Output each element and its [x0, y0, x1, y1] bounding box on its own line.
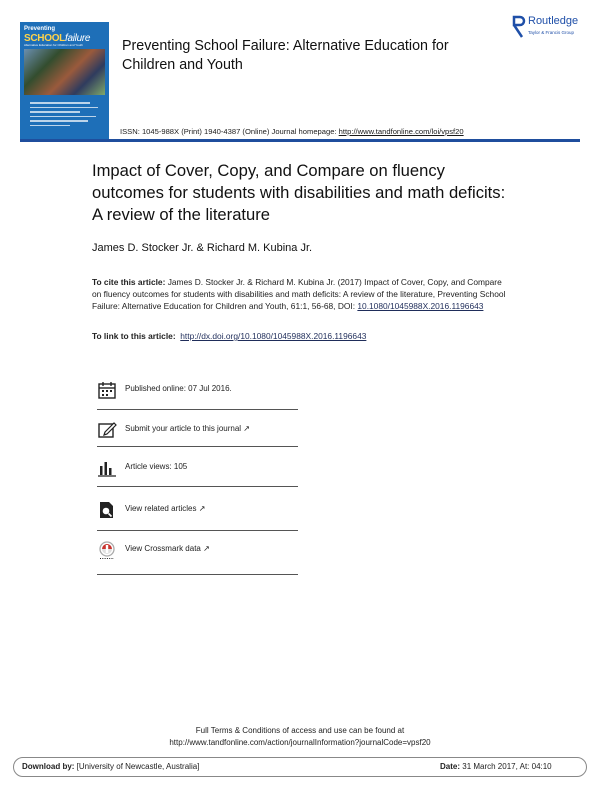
divider — [97, 446, 298, 447]
article-authors: James D. Stocker Jr. & Richard M. Kubina Jr. — [92, 242, 313, 254]
routledge-logo-icon — [512, 15, 526, 39]
related-articles-row[interactable] — [97, 500, 297, 530]
external-link-icon: ↗ — [203, 544, 210, 553]
related-articles-icon — [97, 500, 117, 520]
related-articles-link[interactable] — [125, 504, 205, 513]
issn-text: ISSN: 1045-988X (Print) 1940-4387 (Online) Journal homepage: — [120, 127, 339, 136]
cover-subtitle: Alternative Education for Children and Youth — [24, 43, 83, 47]
article-title: Impact of Cover, Copy, and Compare on fluency outcomes for students with disabilities and math deficits: A review of the literature — [92, 161, 506, 224]
published-online-row — [97, 380, 297, 410]
cover-photo — [24, 49, 105, 95]
citation-label: To cite this article: — [92, 277, 166, 287]
downloaded-by-label: Download by: — [22, 762, 75, 771]
article-views-row — [97, 458, 297, 488]
cover-school-word: SCHOOL — [24, 33, 65, 44]
terms-url[interactable]: http://www.tandfonline.com/action/journalInformation?journalCode=vpsf20 — [169, 738, 431, 747]
citation-text: James D. Stocker Jr. & Richard M. Kubina Jr. (2017) Impact of Cover, Copy, and Compare on fluency outcomes for students with disabilities and math deficits: A review of the literature, Preventing School Failure: Alternative Education for Children and Youth, 61:1, 56-68, DOI: — [92, 277, 506, 311]
calendar-icon — [97, 380, 117, 400]
crossmark-label: View Crossmark data — [125, 544, 201, 553]
journal-homepage-link[interactable]: http://www.tandfonline.com/loi/vpsf20 — [338, 127, 464, 136]
publisher-tagline: Taylor & Francis Group — [528, 30, 575, 35]
header-rule — [20, 139, 580, 142]
divider — [97, 409, 298, 410]
citation-doi-link[interactable]: 10.1080/1045988X.2016.1196643 — [357, 301, 484, 311]
divider — [97, 574, 298, 575]
divider — [97, 486, 298, 487]
cover-text-lines — [30, 102, 100, 129]
download-date-value: 31 March 2017, At: 04:10 — [460, 762, 552, 771]
terms-line: Full Terms & Conditions of access and use can be found at — [195, 726, 405, 735]
submit-article-label: Submit your article to this journal — [125, 424, 242, 433]
crossmark-icon — [97, 540, 117, 560]
edit-icon — [97, 420, 117, 440]
cover-failure-word: failure — [64, 33, 91, 44]
publisher-name: Routledge — [528, 15, 579, 27]
article-views-label: Article views: 105 — [125, 462, 188, 471]
article-link-line — [92, 331, 366, 341]
crossmark-row[interactable] — [97, 540, 297, 570]
cover-title: Preventing — [24, 26, 56, 32]
submit-article-link[interactable] — [125, 424, 250, 433]
terms-note — [0, 725, 600, 749]
downloaded-by — [22, 762, 199, 771]
download-date — [440, 762, 552, 771]
journal-cover — [20, 22, 109, 139]
external-link-icon: ↗ — [243, 424, 250, 433]
crossmark-link[interactable] — [125, 544, 210, 553]
divider — [97, 530, 298, 531]
article-link-url[interactable]: http://dx.doi.org/10.1080/1045988X.2016.1196643 — [180, 331, 367, 341]
external-link-icon: ↗ — [198, 504, 206, 513]
article-link-label: To link to this article: — [92, 331, 176, 341]
download-date-label: Date: — [440, 762, 461, 771]
published-online-label: Published online: 07 Jul 2016. — [125, 384, 232, 393]
bar-chart-icon — [97, 458, 117, 478]
issn-line — [120, 127, 464, 136]
citation-block — [92, 276, 512, 312]
related-articles-label: View related articles — [125, 504, 197, 513]
journal-title: Preventing School Failure: Alternative Education for Children and Youth — [122, 38, 449, 73]
downloaded-by-value: [University of Newcastle, Australia] — [74, 762, 200, 771]
